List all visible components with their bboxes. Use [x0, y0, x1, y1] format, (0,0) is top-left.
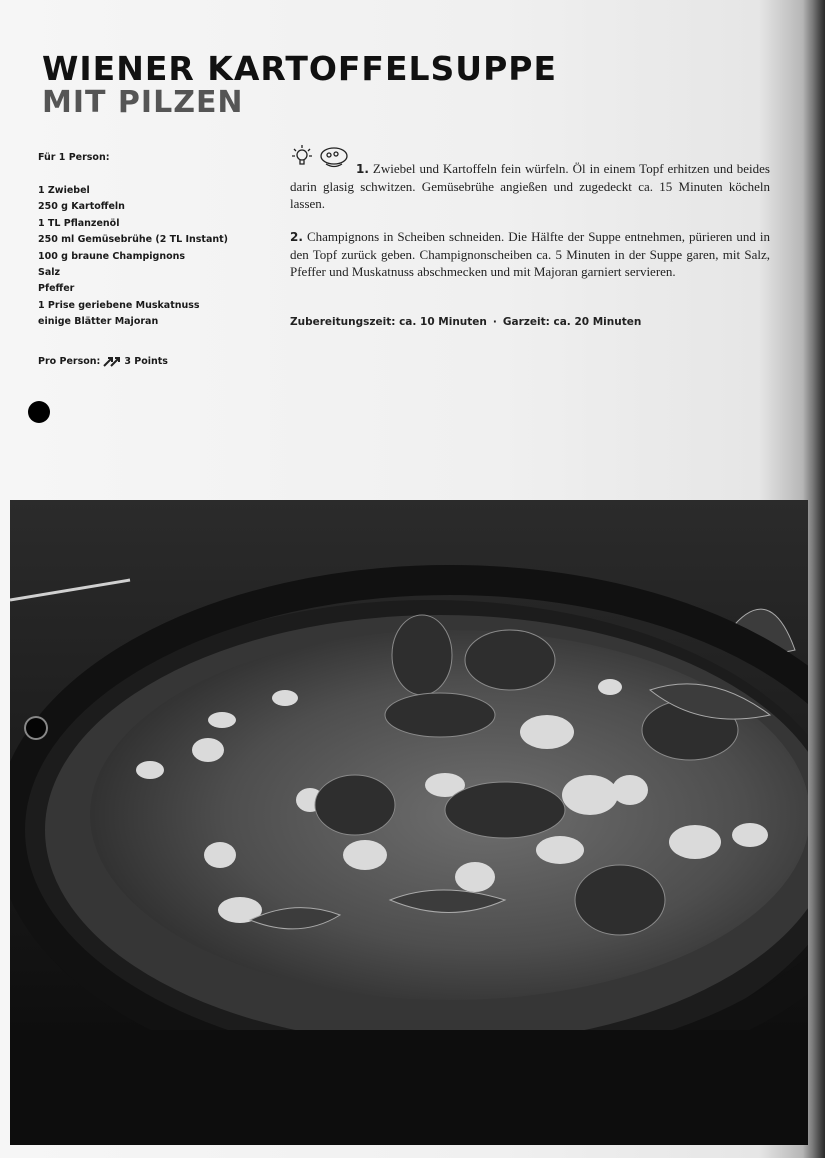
- step-2: [290, 228, 770, 280]
- points-value: 3 Points: [124, 355, 168, 367]
- ingredient-item: 1 Prise geriebene Muskatnuss: [38, 299, 200, 311]
- time-separator: ·: [492, 316, 497, 328]
- ingredient-item: einige Blätter Majoran: [38, 316, 159, 328]
- step-1: [290, 160, 770, 212]
- ingredient-item: 250 g Kartoffeln: [38, 201, 125, 213]
- ingredient-item: Salz: [38, 267, 61, 279]
- instructions: [290, 160, 770, 296]
- step-number: 2.: [290, 230, 303, 244]
- punch-hole: [24, 716, 48, 740]
- points-label: Pro Person:: [38, 355, 101, 367]
- points-line: [38, 354, 168, 368]
- ingredient-item: 1 Zwiebel: [38, 185, 90, 196]
- time-info: [290, 316, 641, 328]
- ingredient-item: 250 ml Gemüsebrühe (2 TL Instant): [38, 234, 229, 246]
- ingredient-item: 1 TL Pflanzenöl: [38, 217, 120, 229]
- prep-time: Zubereitungszeit: ca. 10 Minuten: [290, 316, 487, 328]
- cook-time: Garzeit: ca. 20 Minuten: [502, 316, 642, 328]
- step-number: 1.: [356, 162, 369, 176]
- step-text: Champignons in Scheiben schneiden. Die Hälfte der Suppe entnehmen, pürieren und in den Topf zurück geben. Champignonscheiben ca. 5 Minuten in der Suppe garen, mit Salz, Pfeffer und Muskatnuss abschmecken und mit Majoran garniert servieren.: [290, 229, 770, 279]
- ingredients-block: [38, 152, 278, 331]
- ingredient-item: Pfeffer: [38, 283, 75, 295]
- title-line-1: WIENER KARTOFFELSUPPE: [42, 49, 558, 88]
- ingredient-item: 100 g braune Champignons: [38, 250, 186, 262]
- soup-bowl-photo: [10, 500, 808, 1145]
- recipe-title: [42, 49, 558, 120]
- ingredient-list: [38, 183, 278, 331]
- step-text: Zwiebel und Kartoffeln fein würfeln. Öl in einem Topf erhitzen und beides darin glasig schwitzen. Gemüsebrühe angießen und zugedeckt ca. 15 Minuten köcheln lassen.: [290, 161, 770, 211]
- title-line-2: MIT PILZEN: [42, 85, 244, 120]
- punch-hole: [28, 401, 50, 423]
- servings-label: Für 1 Person:: [38, 152, 110, 163]
- points-arrow-icon: [102, 354, 122, 368]
- photo-illustration: [10, 500, 808, 1145]
